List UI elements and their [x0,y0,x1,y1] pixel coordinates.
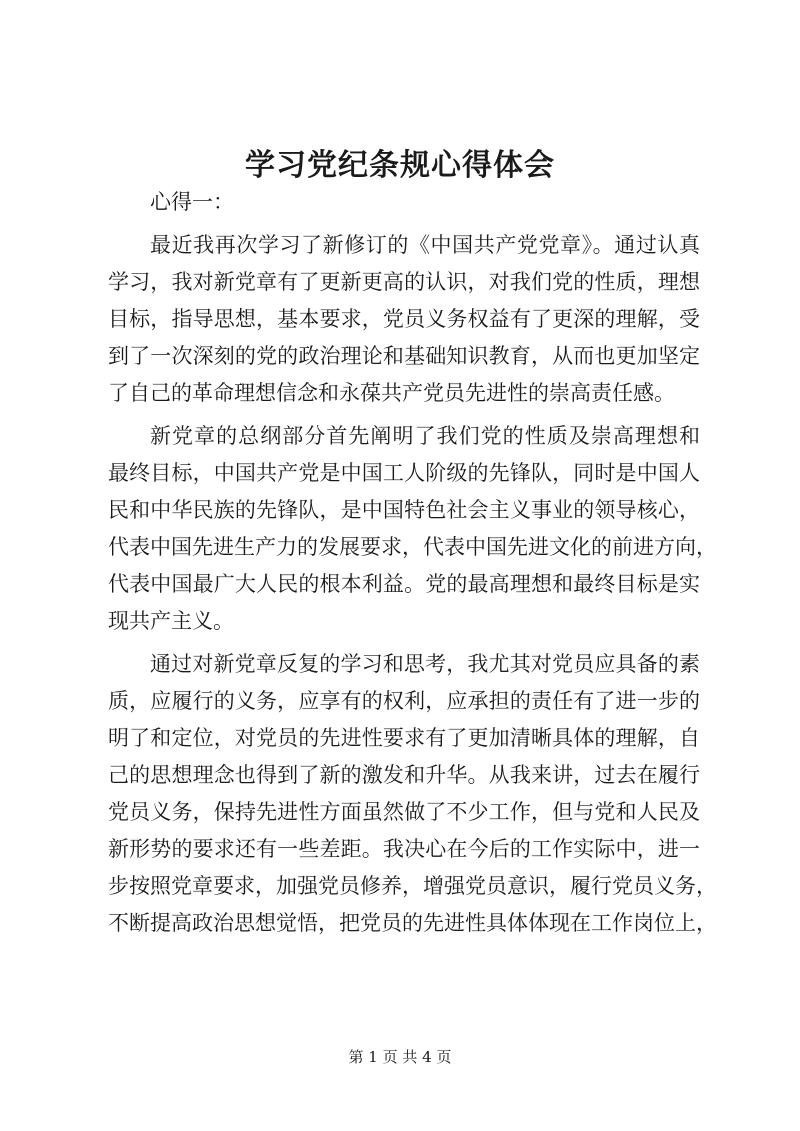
paragraph-line: 最终目标，中国共产党是中国工人阶级的先锋队，同时是中国人 [108,461,700,485]
section-heading: 心得一： [150,190,234,214]
paragraph-line: 通过对新党章反复的学习和思考，我尤其对党员应具备的素 [150,652,700,676]
paragraph-line: 最近我再次学习了新修订的《中国共产党党章》。通过认真 [150,233,700,257]
body-paragraph [108,646,717,942]
paragraph-line: 质，应履行的义务，应享有的权利，应承担的责任有了进一步的 [108,689,700,713]
paragraph-line: 现共产主义。 [108,609,234,633]
paragraph-line: 目标，指导思想，基本要求，党员义务权益有了更深的理解，受 [108,307,700,331]
paragraph-line: 不断提高政治思想觉悟，把党员的先进性具体体现在工作岗位上， [108,911,717,935]
document-body [108,188,717,942]
paragraph-line: 明了和定位，对党员的先进性要求有了更加清晰具体的理解，自 [108,726,700,750]
body-paragraph [108,227,700,412]
paragraph-line: 党员义务，保持先进性方面虽然做了不少工作，但与党和人民及 [108,800,700,824]
document-title: 学习党纪条规心得体会 [245,148,555,183]
paragraph-line: 代表中国最广大人民的根本利益。党的最高理想和最终目标是实 [108,572,700,596]
page-footer: 第 1 页 共 4 页 [348,1048,452,1066]
paragraph-line: 新党章的总纲部分首先阐明了我们党的性质及崇高理想和 [150,424,700,448]
paragraph-line: 步按照党章要求，加强党员修养，增强党员意识，履行党员义务， [108,874,717,898]
paragraph-list [108,227,717,942]
paragraph-line: 了自己的革命理想信念和永葆共产党员先进性的崇高责任感。 [108,381,675,405]
paragraph-line: 民和中华民族的先锋队，是中国特色社会主义事业的领导核心， [108,498,700,522]
body-paragraph [108,418,717,640]
paragraph-line: 新形势的要求还有一些差距。我决心在今后的工作实际中，进一 [108,837,700,861]
paragraph-line: 己的思想理念也得到了新的激发和升华。从我来讲，过去在履行 [108,763,700,787]
paragraph-line: 学习，我对新党章有了更新更高的认识，对我们党的性质，理想 [108,270,700,294]
paragraph-line: 到了一次深刻的党的政治理论和基础知识教育，从而也更加坚定 [108,344,700,368]
paragraph-line: 代表中国先进生产力的发展要求，代表中国先进文化的前进方向， [108,535,717,559]
